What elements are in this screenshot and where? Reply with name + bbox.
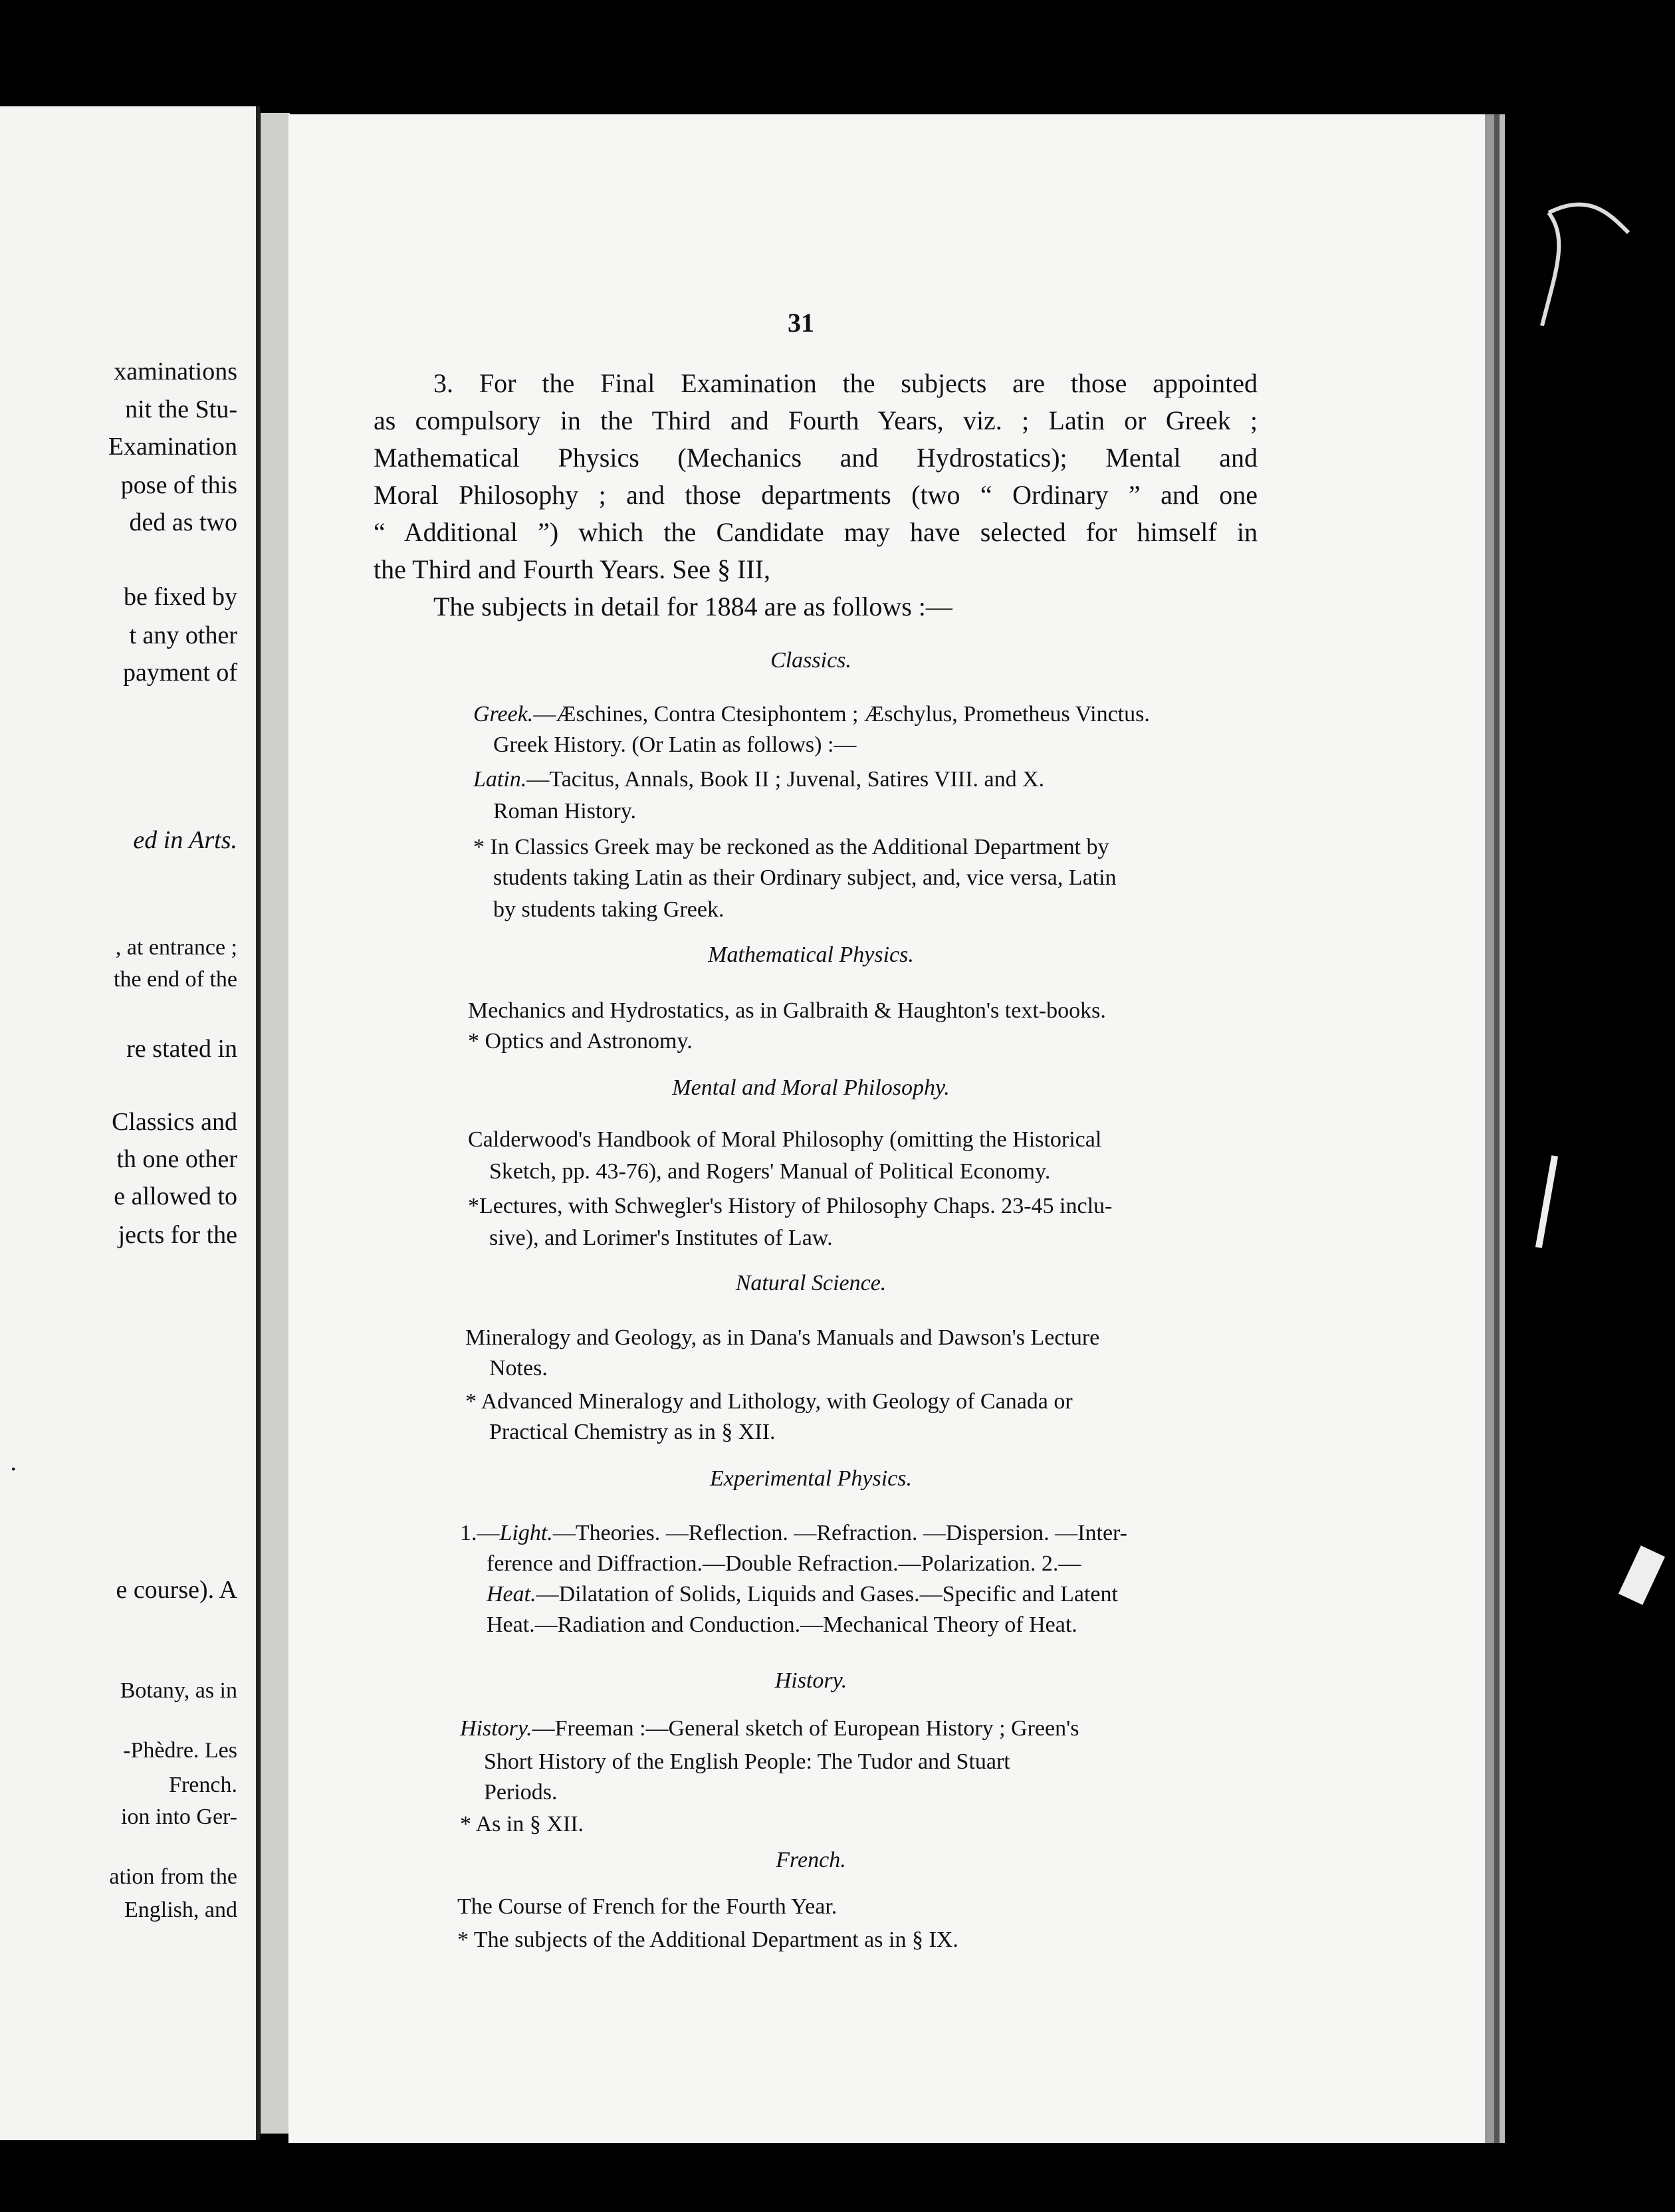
experimental-physics-line: Heat.—Radiation and Conduction.—Mechanical Theory of Heat. <box>487 1612 1077 1637</box>
left-line: -Phèdre. Les <box>123 1738 237 1763</box>
french-line: * The subjects of the Additional Department as in § IX. <box>457 1928 958 1952</box>
light-label: Light. <box>499 1521 553 1545</box>
french-line: The Course of French for the Fourth Year. <box>457 1894 838 1919</box>
left-line: be fixed by <box>124 583 237 611</box>
scan-mark <box>1529 173 1635 332</box>
section-heading-classics: Classics. <box>770 648 851 673</box>
left-line: French. <box>169 1773 237 1797</box>
light-number: 1.— <box>460 1521 500 1545</box>
classics-greek-line-2: Greek History. (Or Latin as follows) :— <box>493 732 857 757</box>
left-line: English, and <box>124 1898 237 1922</box>
greek-text: —Æschines, Contra Ctesiphontem ; Æschylus, Prometheus Vinctus. <box>533 702 1150 726</box>
classics-latin-line-2: Roman History. <box>493 799 637 824</box>
history-line <box>460 1712 1079 1745</box>
left-line: xaminations <box>114 358 237 386</box>
page-number: 31 <box>788 308 814 338</box>
section-heading-history: History. <box>774 1668 847 1693</box>
history-text: —Freeman :—General sketch of European History ; Green's <box>532 1716 1079 1741</box>
left-line: Classics and <box>112 1108 237 1136</box>
mental-moral-line: sive), and Lorimer's Institutes of Law. <box>489 1226 833 1250</box>
light-text: —Theories. —Reflection. —Refraction. —Dispersion. —Inter- <box>552 1521 1128 1545</box>
left-line: th one other <box>116 1145 237 1173</box>
latin-text: —Tacitus, Annals, Book II ; Juvenal, Satires VIII. and X. <box>526 767 1045 792</box>
left-line: pose of this <box>120 471 237 499</box>
greek-label: Greek. <box>473 702 534 726</box>
left-line: payment of <box>122 659 237 687</box>
natural-science-line: Mineralogy and Geology, as in Dana's Manuals and Dawson's Lecture <box>465 1325 1100 1350</box>
left-line: nit the Stu- <box>125 395 237 423</box>
section-heading-natural-science: Natural Science. <box>735 1271 887 1295</box>
natural-science-line: Notes. <box>489 1356 548 1381</box>
classics-note-line: students taking Latin as their Ordinary subject, and, vice versa, Latin <box>493 865 1117 890</box>
math-physics-line: * Optics and Astronomy. <box>468 1029 693 1053</box>
latin-label: Latin. <box>473 767 527 792</box>
left-line: Examination <box>108 433 237 461</box>
left-line: ion into Ger- <box>121 1805 237 1829</box>
classics-note-line: by students taking Greek. <box>493 897 725 922</box>
left-line: jects for the <box>118 1221 237 1249</box>
intro-line: The subjects in detail for 1884 are as follows :— <box>433 592 952 621</box>
heat-label: Heat. <box>487 1582 536 1606</box>
classics-greek-line <box>473 698 1251 731</box>
intro-line: “ Additional ”) which the Candidate may have selected for himself in <box>374 517 1258 547</box>
experimental-physics-line <box>460 1517 1127 1550</box>
history-label: History. <box>460 1716 532 1741</box>
left-line: t any other <box>129 621 237 649</box>
section-heading-french: French. <box>776 1848 846 1872</box>
history-line: Periods. <box>484 1780 558 1805</box>
intro-line: as compulsory in the Third and Fourth Years, viz. ; Latin or Greek ; <box>374 405 1258 435</box>
experimental-physics-line <box>487 1578 1118 1611</box>
left-line: e course). A <box>116 1576 237 1604</box>
book-gutter <box>261 113 290 2134</box>
left-facing-page <box>0 106 260 2140</box>
intro-line: 3. For the Final Examination the subjects are those appointed <box>433 368 1258 398</box>
history-line: * As in § XII. <box>460 1812 584 1836</box>
left-line: . <box>10 1448 17 1476</box>
left-line: ation from the <box>109 1864 237 1889</box>
scan-mark <box>1535 1155 1558 1248</box>
classics-latin-line <box>473 763 1251 796</box>
section-heading-experimental-physics: Experimental Physics. <box>709 1466 913 1491</box>
history-line: Short History of the English People: The Tudor and Stuart <box>484 1749 1010 1774</box>
scan-mark <box>1619 1545 1665 1604</box>
experimental-physics-line: ference and Diffraction.—Double Refraction.—Polarization. 2.— <box>487 1551 1081 1576</box>
section-heading-mental-moral: Mental and Moral Philosophy. <box>672 1075 950 1100</box>
mental-moral-line: Sketch, pp. 43-76), and Rogers' Manual of Political Economy. <box>489 1159 1051 1184</box>
intro-line: Moral Philosophy ; and those departments (two “ Ordinary ” and one <box>374 480 1258 510</box>
left-line: , at entrance ; <box>115 935 237 960</box>
natural-science-line: * Advanced Mineralogy and Lithology, with Geology of Canada or <box>465 1389 1073 1414</box>
mental-moral-line: *Lectures, with Schwegler's History of Philosophy Chaps. 23-45 inclu- <box>468 1194 1113 1218</box>
math-physics-line: Mechanics and Hydrostatics, as in Galbraith & Haughton's text-books. <box>468 998 1106 1023</box>
natural-science-line: Practical Chemistry as in § XII. <box>489 1420 776 1444</box>
left-line: the end of the <box>114 967 237 992</box>
left-line: Botany, as in <box>120 1678 237 1703</box>
section-heading-mathematical-physics: Mathematical Physics. <box>708 942 914 967</box>
left-line: re stated in <box>126 1035 237 1063</box>
left-line: ed in Arts. <box>133 826 237 854</box>
mental-moral-line: Calderwood's Handbook of Moral Philosophy (omitting the Historical <box>468 1127 1102 1152</box>
intro-line: the Third and Fourth Years. See § III, <box>374 554 770 584</box>
intro-line: Mathematical Physics (Mechanics and Hydrostatics); Mental and <box>374 443 1258 473</box>
left-line: ded as two <box>129 508 237 536</box>
left-line: e allowed to <box>114 1182 237 1210</box>
heat-text: —Dilatation of Solids, Liquids and Gases.—Specific and Latent <box>536 1582 1118 1606</box>
classics-note-line: * In Classics Greek may be reckoned as the Additional Department by <box>473 835 1109 859</box>
